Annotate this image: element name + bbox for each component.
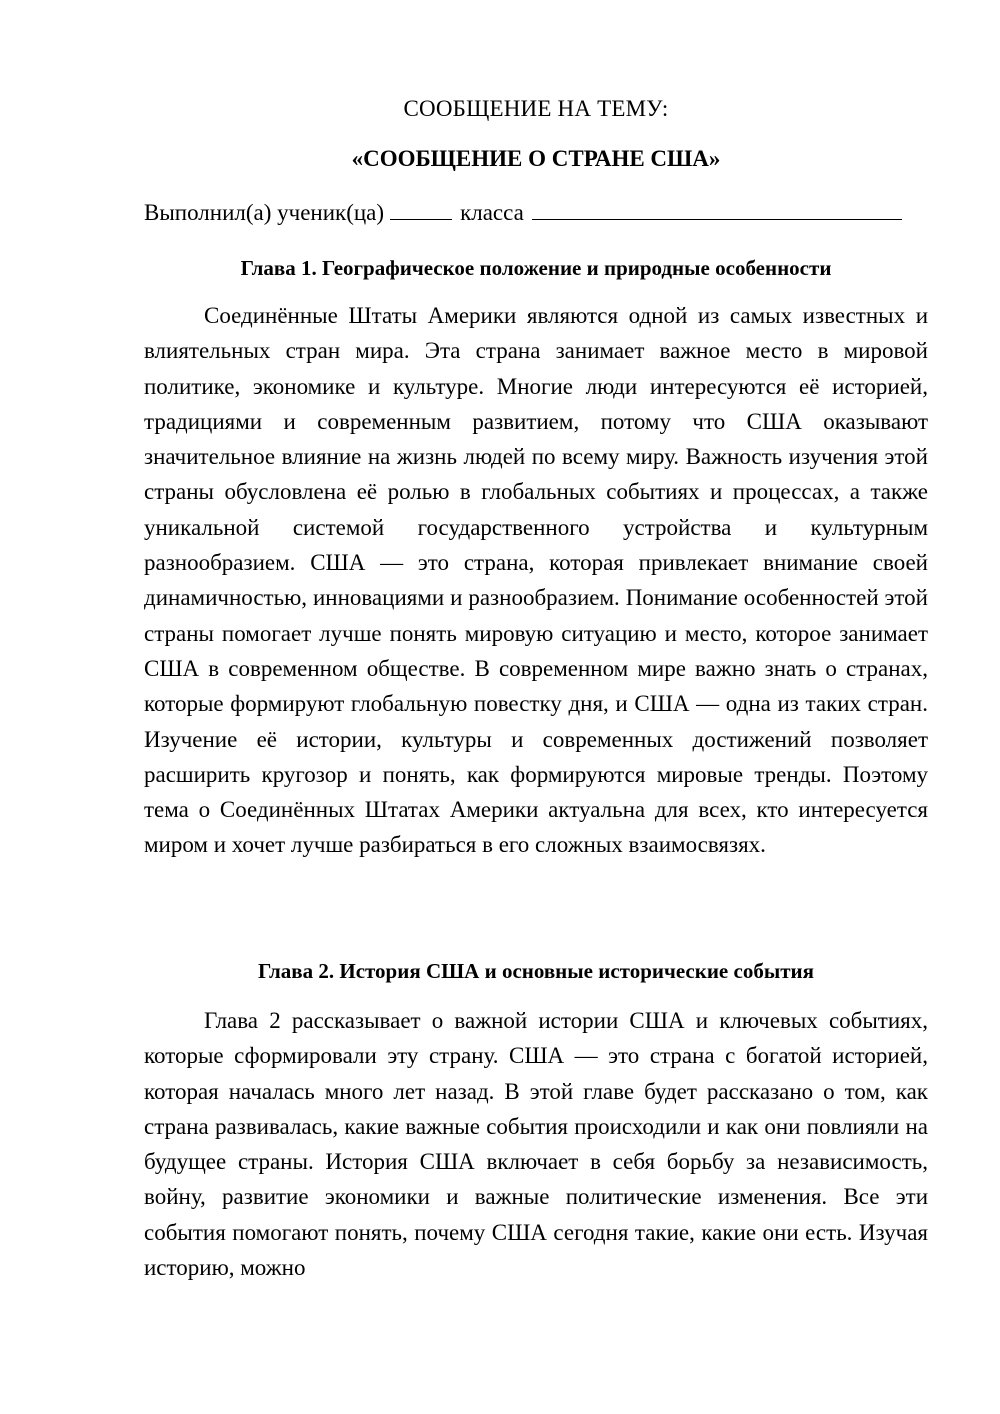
chapter2-heading: Глава 2. История США и основные исторические события [258,959,814,983]
author-class-label: класса [460,200,524,225]
chapter2-paragraph: Глава 2 рассказывает о важной истории США и ключевых событиях, которые сформировали эту страну. США — это страна с богатой историей, которая началась много лет назад. В этой главе будет рассказано о том, как страна развивалась, какие важные события происходили и как они повлияли на будущее страны. История США включает в себя борьбу за независимость, войну, развитие экономики и важные политические изменения. Все эти события помогают понять, почему США сегодня такие, какие они есть. Изучая историю, можно [144,1008,928,1281]
author-name-blank [532,197,902,220]
chapter1-paragraph: Соединённые Штаты Америки являются одной из самых известных и влиятельных стран мира. Эта страна занимает важное место в мировой политике, экономике и культуре. Многие люди интересуются её историей, традициями и современным развитием, потому что США оказывают значительное влияние на жизнь людей по всему миру. Важность изучения этой страны обусловлена её ролью в глобальных событиях и процессах, а также уникальной системой государственного устройства и культурным разнообразием. США — это страна, которая привлекает внимание своей динамичностью, инновациями и разнообразием. Понимание особенностей этой страны помогает лучше понять мировую ситуацию и место, которое занимает США в современном обществе. В современном мире важно знать о странах, которые формируют глобальную повестку дня, и США — одна из таких стран. Изучение её истории, культуры и современных достижений позволяет расширить кругозор и понять, как формируются мировые тренды. Поэтому тема о Соединённых Штатах Америки актуальна для всех, кто интересуется миром и хочет лучше разбираться в его сложных взаимосвязях. [144,303,928,858]
class-number-blank [390,197,452,220]
document-title-line1: СООБЩЕНИЕ НА ТЕМУ: [403,96,669,121]
author-prefix: Выполнил(а) ученик(ца) [144,200,385,225]
chapter1-heading: Глава 1. Географическое положение и природные особенности [240,256,832,280]
author-line [144,197,928,228]
document-title-topic: «СООБЩЕНИЕ О СТРАНЕ США» [351,146,721,171]
